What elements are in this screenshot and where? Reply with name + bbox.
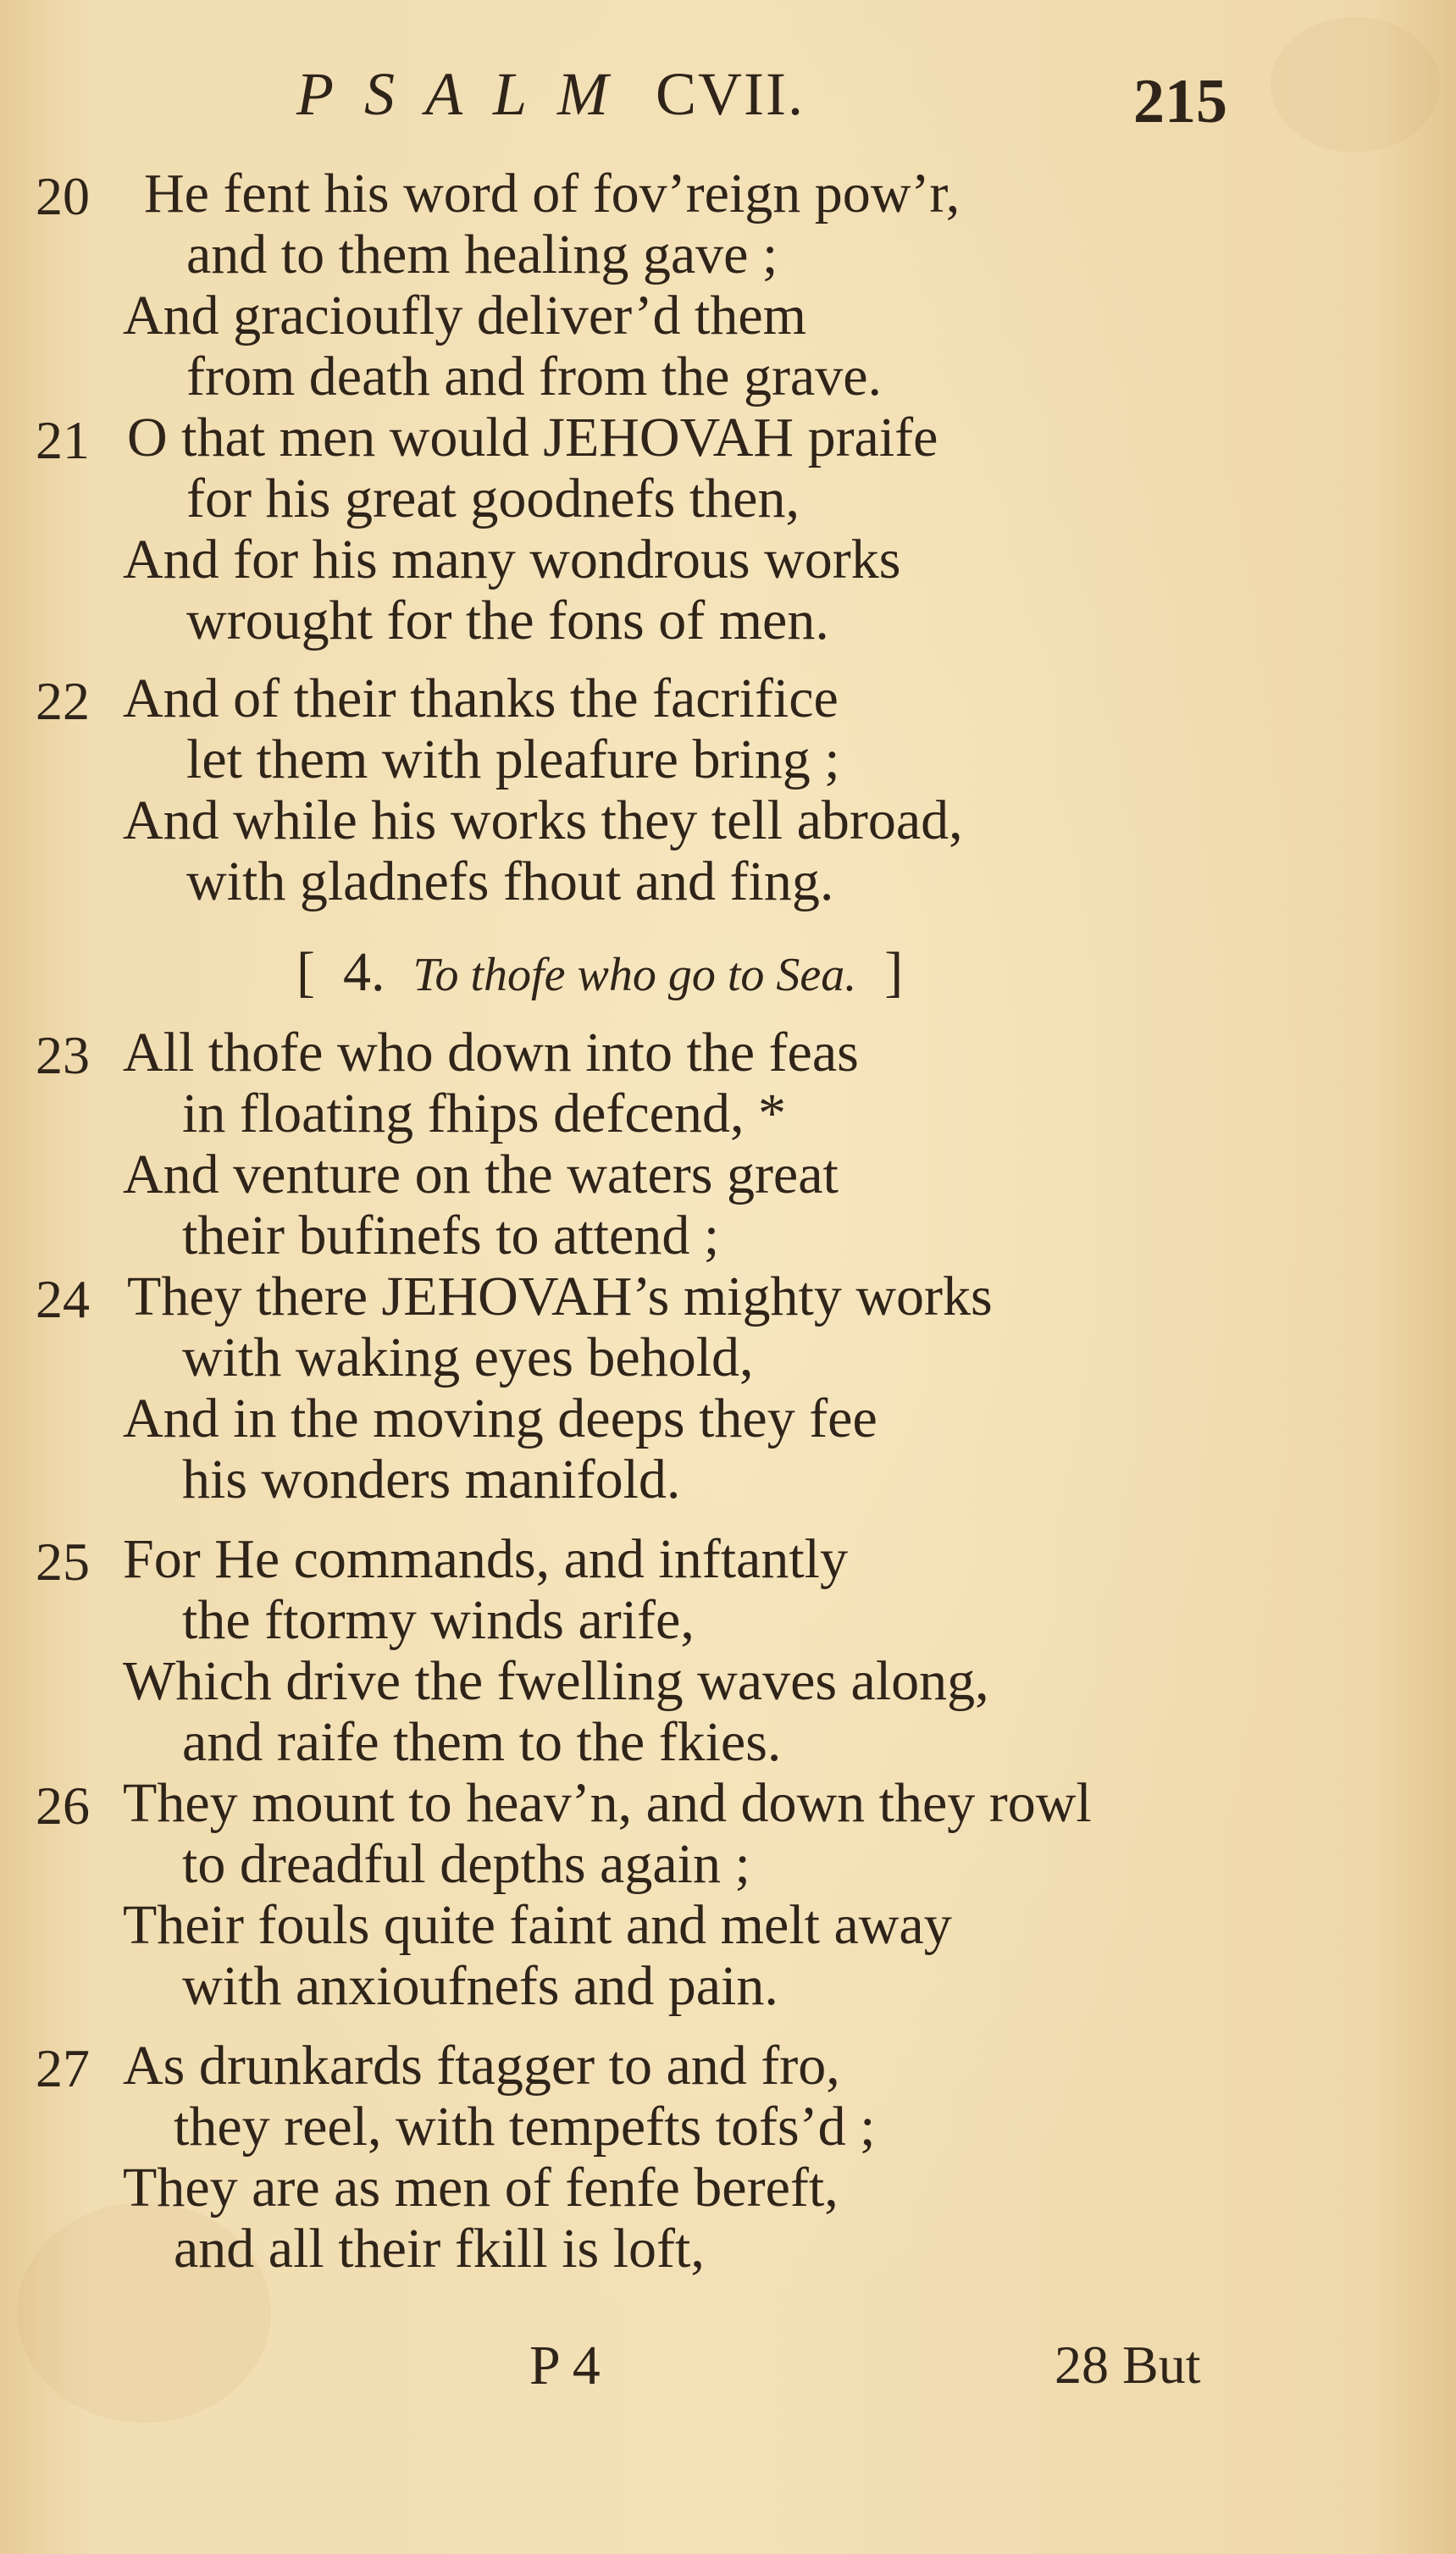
verse-line: All thofe who down into the feas bbox=[123, 1022, 859, 1083]
verse-line: Their fouls quite faint and melt away bbox=[123, 1894, 952, 1956]
verse-line: and to them healing gave ; bbox=[186, 224, 778, 285]
verse-line: their bufinefs to attend ; bbox=[182, 1205, 720, 1266]
verse-line: And in the moving deeps they fee bbox=[123, 1388, 877, 1449]
verse-line: They are as men of fenfe bereft, bbox=[123, 2157, 839, 2219]
verse-line: And gracioufly deliver’d them bbox=[123, 285, 807, 346]
verse-number: 22 bbox=[36, 671, 90, 731]
verse-line: And venture on the waters great bbox=[123, 1144, 839, 1205]
verse-number: 25 bbox=[36, 1532, 90, 1592]
verse-line: in floating fhips defcend, * bbox=[182, 1083, 786, 1144]
header-psalm: PSALM bbox=[296, 60, 639, 128]
verse-line: and raife them to the fkies. bbox=[182, 1711, 782, 1773]
verse-line: As drunkards ftagger to and fro, bbox=[123, 2035, 840, 2097]
verse-number: 21 bbox=[36, 410, 90, 470]
verse-line: They mount to heav’n, and down they rowl bbox=[123, 1772, 1092, 1834]
verse-line: For He commands, and inftantly bbox=[123, 1528, 849, 1590]
verse-line: And while his works they tell abroad, bbox=[123, 789, 963, 851]
verse-line: for his great goodnefs then, bbox=[186, 468, 800, 529]
verse-line: with waking eyes behold, bbox=[182, 1327, 754, 1388]
verse-number: 26 bbox=[36, 1776, 90, 1836]
verse-number: 20 bbox=[36, 166, 90, 226]
section-close-bracket: ] bbox=[884, 941, 904, 1003]
verse-line: Which drive the fwelling waves along, bbox=[123, 1650, 989, 1712]
verse-line: They there JEHOVAH’s mighty works bbox=[127, 1266, 993, 1327]
verse-number: 27 bbox=[36, 2038, 90, 2098]
verse-number: 23 bbox=[36, 1025, 90, 1085]
header-psalm-number: CVII. bbox=[655, 60, 805, 128]
section-heading bbox=[296, 940, 903, 1005]
verse-line: let them with pleafure bring ; bbox=[186, 729, 840, 790]
verse-line: the ftormy winds arife, bbox=[182, 1589, 695, 1651]
signature-mark: P 4 bbox=[529, 2335, 601, 2396]
verse-line: wrought for the fons of men. bbox=[186, 590, 829, 651]
page-number: 215 bbox=[1133, 67, 1227, 136]
verse-line: O that men would JEHOVAH praife bbox=[127, 407, 938, 468]
running-header bbox=[296, 59, 805, 130]
verse-line: with anxioufnefs and pain. bbox=[182, 1955, 778, 2017]
section-number: 4. bbox=[342, 941, 385, 1003]
catchword: 28 But bbox=[1055, 2335, 1201, 2395]
verse-number: 24 bbox=[36, 1269, 90, 1329]
section-open-bracket: [ bbox=[296, 941, 315, 1003]
verse-line: his wonders manifold. bbox=[182, 1449, 681, 1510]
paper-stain bbox=[1271, 17, 1440, 152]
section-title: To thofe who go to Sea. bbox=[412, 949, 857, 1001]
verse-line: they reel, with tempefts tofs’d ; bbox=[174, 2096, 876, 2158]
verse-line: And for his many wondrous works bbox=[123, 529, 901, 590]
verse-line: and all their fkill is loft, bbox=[174, 2218, 705, 2280]
verse-line: to dreadful depths again ; bbox=[182, 1833, 750, 1895]
verse-line: And of their thanks the facrifice bbox=[123, 668, 839, 729]
verse-line: from death and from the grave. bbox=[186, 346, 883, 407]
verse-line: with gladnefs fhout and fing. bbox=[186, 850, 834, 912]
verse-line: He fent his word of fov’reign pow’r, bbox=[144, 163, 961, 224]
